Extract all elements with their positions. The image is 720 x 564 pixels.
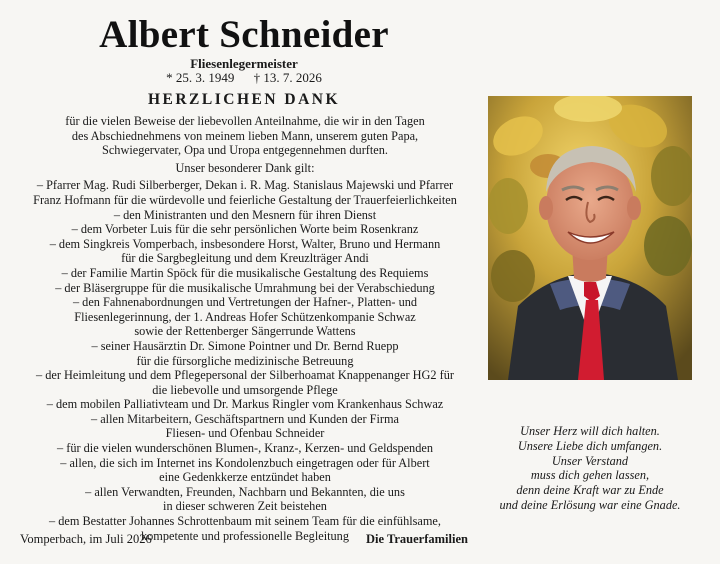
signature: Die Trauerfamilien [366,532,468,546]
thanks-line: – allen Mitarbeitern, Geschäftspartnern und Kunden der Firma [90,411,399,426]
thanks-line: – dem Bestatter Johannes Schrottenbaum mit seinem Team für die einfühlsame, [49,514,441,529]
thanks-text [14,114,476,543]
thanks-line: – dem Vorbeter Luis für die sehr persönlichen Worte beim Rosenkranz [71,222,419,237]
thanks-line: – den Ministranten und den Mesnern für ihren Dienst [113,207,377,222]
thanks-line: in dieser schweren Zeit beistehen [163,499,327,514]
poem [488,424,692,513]
poem-line: muss dich gehen lassen, [530,468,650,483]
poem-line: denn deine Kraft war zu Ende [516,483,664,498]
thanks-line: eine Gedenkkerze entzündet haben [159,470,331,485]
poem-line: Unsere Liebe dich umfangen. [517,438,663,453]
poem-line: und deine Erlösung war eine Gnade. [499,497,681,512]
thanks-line: – für die vielen wunderschönen Blumen-, Kranz-, Kerzen- und Geldspenden [57,441,433,456]
thanks-line: – der Familie Martin Spöck für die musikalische Gestaltung des Requiems [61,265,429,280]
thanks-line: Franz Hofmann für die würdevolle und feierliche Gestaltung der Trauerfeierlichkeiten [33,192,457,207]
intro-line: des Abschiednehmens von meinem lieben Mann, unserem guten Papa, [71,128,419,143]
poem-line: Unser Herz will dich halten. [520,424,660,438]
thanks-line: Fliesen- und Ofenbau Schneider [165,426,325,441]
thanks-line: sowie der Rettenberger Sängerrunde Wattens [134,324,356,339]
thanks-line: – allen Verwandten, Freunden, Nachbarn und Bekannten, die uns [85,484,405,499]
thanks-line: – der Bläsergruppe für die musikalische Umrahmung bei der Verabschiedung [55,280,435,295]
thanks-line: – den Fahnenabordnungen und Vertretungen der Hafner-, Platten- und [72,295,418,310]
special-thanks-label: Unser besonderer Dank gilt: [175,160,315,175]
place-date: Vomperbach, im Juli 2026 [20,532,152,546]
thanks-line: kompetente und professionelle Begleitung [141,528,349,543]
thanks-line: für die fürsorgliche medizinische Betreuung [136,353,354,368]
thanks-line: – allen, die sich im Internet ins Kondolenzbuch eingetragen oder für Albert [60,455,430,470]
poem-line: Unser Verstand [551,453,629,468]
thanks-line: – seiner Hausärztin Dr. Simone Pointner und Dr. Bernd Ruepp [91,338,399,353]
portrait-photo [488,96,692,380]
profession: Fliesenlegermeister [190,56,298,71]
thanks-heading: HERZLICHEN DANK [147,91,341,108]
thanks-line: – Pfarrer Mag. Rudi Silberberger, Dekan i. R. Mag. Stanislaus Majewski und Pfarrer [36,178,454,193]
thanks-line: die liebevolle und umsorgende Pflege [152,382,338,397]
thanks-line: – dem Singkreis Vomperbach, insbesondere Horst, Walter, Bruno und Hermann [49,236,441,251]
intro-line: für die vielen Beweise der liebevollen Anteilnahme, die wir in den Tagen [65,114,425,128]
thanks-line: Fliesenlegerinnung, der 1. Andreas Hofer Schützenkompanie Schwaz [74,309,416,324]
deceased-name: Albert Schneider [99,13,389,56]
thanks-line: für die Sargbegleitung und dem Kreuzlträger Andi [121,251,369,266]
intro-line: Schwiegervater, Opa und Uropa entgegennehmen durften. [102,143,388,158]
death-date: † 13. 7. 2026 [253,70,322,85]
thanks-line: – dem mobilen Palliativteam und Dr. Markus Ringler vom Krankenhaus Schwaz [46,397,444,412]
life-dates [0,70,488,86]
thanks-line: – der Heimleitung und dem Pflegepersonal der Silberhoamat Knappenanger HG2 für [36,368,454,383]
birth-date: * 25. 3. 1949 [166,70,235,85]
